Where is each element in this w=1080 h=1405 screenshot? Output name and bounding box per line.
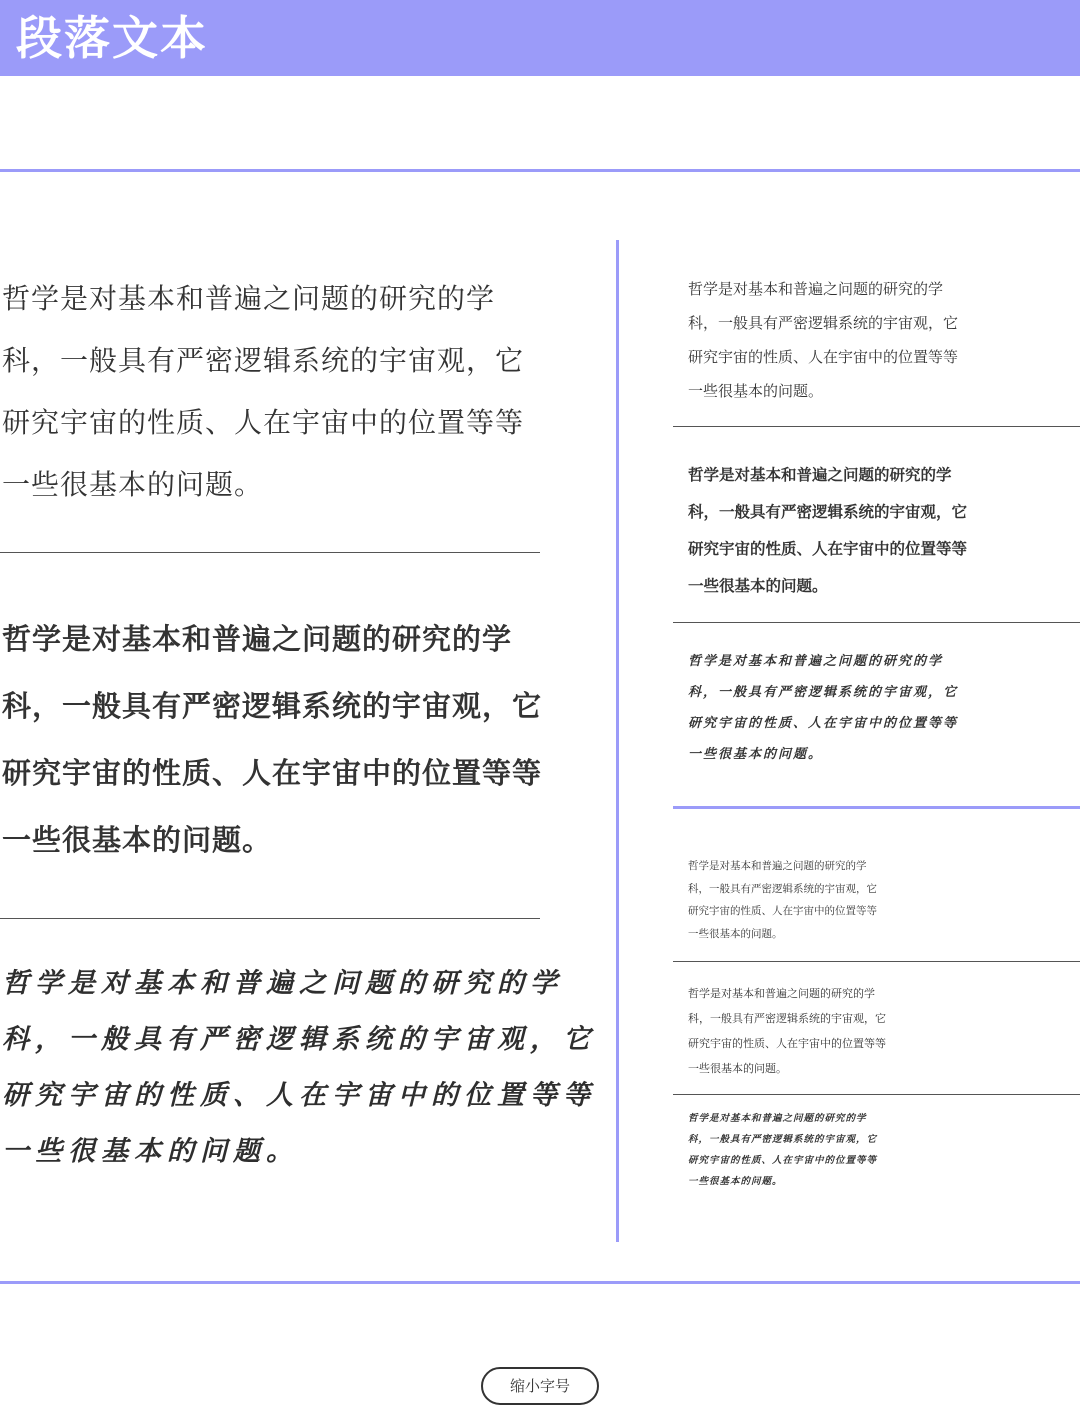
paragraph-line: 科，一般具有严密逻辑系统的宇宙观，它: [2, 1024, 596, 1055]
paragraph-large-sans: [2, 268, 524, 516]
paragraph-line: 一些很基本的问题。: [688, 927, 783, 940]
paragraph-large-serif: [2, 606, 542, 874]
page-title: 段落文本: [16, 11, 208, 65]
paragraph-medium-handwritten: [688, 646, 958, 770]
paragraph-line: 哲学是对基本和普遍之问题的研究的学: [688, 1113, 867, 1124]
paragraph-line: 哲学是对基本和普遍之问题的研究的学: [688, 280, 944, 298]
paragraph-line: 哲学是对基本和普遍之问题的研究的学: [2, 968, 563, 999]
right-divider-2: [673, 622, 1080, 623]
top-divider: [0, 169, 1080, 172]
right-divider-1: [673, 426, 1080, 427]
paragraph-line: 研究宇宙的性质、人在宇宙中的位置等等: [688, 1155, 878, 1166]
paragraph-line: 一些很基本的问题。: [2, 468, 264, 501]
paragraph-line: 研究宇宙的性质、人在宇宙中的位置等等: [688, 348, 959, 366]
paragraph-line: 科，一般具有严密逻辑系统的宇宙观，它: [2, 689, 543, 723]
paragraph-line: 研究宇宙的性质、人在宇宙中的位置等等: [688, 539, 968, 558]
paragraph-line: 研究宇宙的性质、人在宇宙中的位置等等: [2, 756, 543, 790]
paragraph-line: 哲学是对基本和普遍之问题的研究的学: [688, 987, 875, 1000]
shrink-font-button[interactable]: 缩小字号: [481, 1367, 599, 1405]
bottom-divider: [0, 1281, 1080, 1284]
paragraph-line: 科，一般具有严密逻辑系统的宇宙观，它: [688, 314, 959, 332]
paragraph-line: 一些很基本的问题。: [2, 1136, 299, 1167]
paragraph-line: 一些很基本的问题。: [688, 382, 824, 400]
paragraph-line: 研究宇宙的性质、人在宇宙中的位置等等: [688, 905, 877, 917]
paragraph-line: 哲学是对基本和普遍之问题的研究的学: [2, 622, 513, 656]
left-divider-1: [0, 552, 540, 553]
paragraph-line: 科，一般具有严密逻辑系统的宇宙观，它: [688, 1134, 878, 1145]
paragraph-line: 科，一般具有严密逻辑系统的宇宙观，它: [688, 1012, 886, 1025]
paragraph-line: 一些很基本的问题。: [2, 823, 273, 857]
paragraph-line: 哲学是对基本和普遍之问题的研究的学: [688, 465, 952, 484]
paragraph-small-sans: [688, 855, 877, 945]
paragraph-small-serif: [688, 981, 886, 1081]
paragraph-line: 研究宇宙的性质、人在宇宙中的位置等等: [2, 406, 525, 439]
right-divider-3: [673, 961, 1080, 962]
column-divider: [616, 240, 619, 1242]
paragraph-line: 一些很基本的问题。: [688, 1062, 787, 1075]
right-accent-divider: [673, 806, 1080, 809]
paragraph-small-handwritten: [688, 1108, 877, 1192]
paragraph-medium-sans: [688, 272, 958, 408]
header-bar: [0, 0, 1080, 76]
left-divider-2: [0, 918, 540, 919]
paragraph-line: 研究宇宙的性质、人在宇宙中的位置等等: [688, 1037, 886, 1050]
paragraph-line: 科，一般具有严密逻辑系统的宇宙观，它: [688, 882, 877, 895]
paragraph-line: 哲学是对基本和普遍之问题的研究的学: [688, 654, 944, 669]
paragraph-line: 科，一般具有严密逻辑系统的宇宙观，它: [688, 502, 968, 521]
paragraph-line: 科，一般具有严密逻辑系统的宇宙观，它: [688, 685, 959, 700]
paragraph-line: 科，一般具有严密逻辑系统的宇宙观，它: [2, 344, 525, 377]
paragraph-line: 研究宇宙的性质、人在宇宙中的位置等等: [2, 1080, 596, 1111]
paragraph-line: 研究宇宙的性质、人在宇宙中的位置等等: [688, 716, 959, 731]
paragraph-large-handwritten: [2, 956, 596, 1180]
paragraph-line: 一些很基本的问题。: [688, 747, 824, 762]
paragraph-line: 一些很基本的问题。: [688, 576, 828, 595]
paragraph-medium-serif: [688, 456, 967, 604]
paragraph-line: 哲学是对基本和普遍之问题的研究的学: [688, 860, 867, 872]
paragraph-line: 一些很基本的问题。: [688, 1176, 783, 1187]
paragraph-line: 哲学是对基本和普遍之问题的研究的学: [2, 282, 496, 315]
right-divider-4: [673, 1094, 1080, 1095]
